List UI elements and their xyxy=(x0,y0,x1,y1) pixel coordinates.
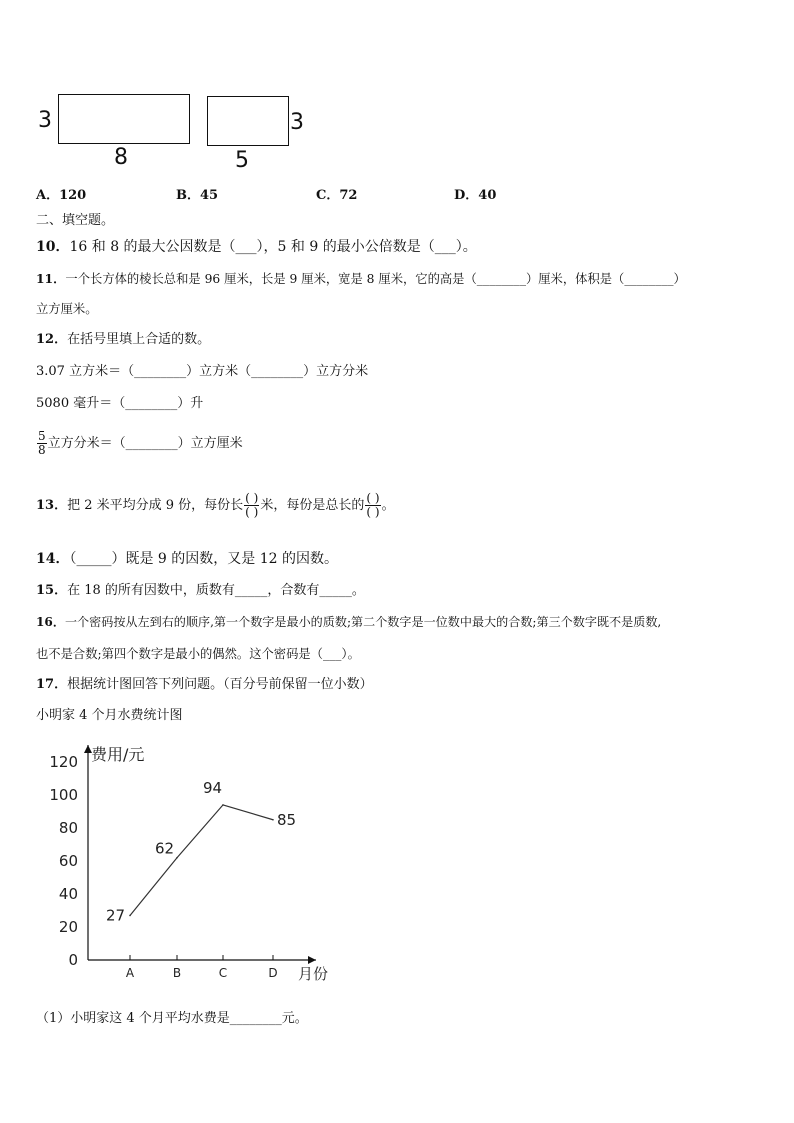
question-text: 一个长方体的棱长总和是 96 厘米，长是 9 厘米，宽是 8 厘米，它的高是（________）厘米，体积是（________） xyxy=(65,272,686,286)
fraction-numerator: 5 xyxy=(38,429,46,443)
q12-row-3-text: 立方分米＝（________）立方厘米 xyxy=(47,436,243,451)
fraction-numerator: ( ) xyxy=(366,491,380,505)
question-number: 10． xyxy=(36,239,70,255)
fraction-denominator: ( ) xyxy=(366,505,380,519)
rect-b-bottom-label: 5 xyxy=(235,148,249,173)
chart-caption: 小明家 4 个月水费统计图 xyxy=(36,708,183,723)
option-d: D．40 xyxy=(454,188,497,203)
data-point xyxy=(176,857,178,859)
question-text: 16 和 8 的最大公因数是（___），5 和 9 的最小公倍数是（___）。 xyxy=(69,239,477,255)
question-12 xyxy=(36,331,210,349)
data-label: 94 xyxy=(203,778,223,797)
rect-a-bottom-label: 8 xyxy=(114,145,128,170)
question-14 xyxy=(36,550,338,568)
fraction-blank xyxy=(365,492,380,519)
x-tick-label: A xyxy=(125,966,135,980)
data-point xyxy=(129,915,131,917)
data-point xyxy=(272,819,274,821)
y-axis-label: 费用/元 xyxy=(91,745,145,764)
q12-row-2: 5080 毫升＝（________）升 xyxy=(36,396,204,411)
q12-row-1: 3.07 立方米＝（________）立方米（________）立方分米 xyxy=(36,364,369,379)
question-13 xyxy=(36,492,395,519)
question-text: 一个密码按从左到右的顺序,第一个数字是最小的质数;第二个数字是一位数中最大的合数;第三个数字既不是质数, xyxy=(64,615,662,629)
water-fee-line-chart xyxy=(0,730,794,990)
data-point xyxy=(222,804,224,806)
y-tick-label: 0 xyxy=(68,951,78,969)
question-text: 根据统计图回答下列问题。（百分号前保留一位小数） xyxy=(67,677,373,692)
question-number: 16． xyxy=(36,615,65,629)
question-11 xyxy=(36,270,686,288)
rectangle-b xyxy=(207,96,289,146)
fraction xyxy=(37,430,47,457)
y-tick-label: 100 xyxy=(49,786,78,804)
question-number: 14． xyxy=(36,551,70,567)
series-line xyxy=(130,805,273,916)
question-title: 在括号里填上合适的数。 xyxy=(67,332,211,347)
option-a: A．120 xyxy=(36,188,87,203)
section-title: 二、填空题。 xyxy=(36,213,115,228)
y-tick-label: 60 xyxy=(58,852,78,870)
fraction-blank xyxy=(244,492,259,519)
x-tick-label: B xyxy=(172,966,182,980)
question-17 xyxy=(36,676,373,694)
rect-b-side-label: 3 xyxy=(290,110,304,135)
x-axis-arrow xyxy=(308,956,316,964)
q13-text-3: 。 xyxy=(381,498,395,513)
y-tick-label: 120 xyxy=(49,753,78,771)
rect-a-side-label: 3 xyxy=(38,108,52,133)
question-text: （_____）既是 9 的因数，又是 12 的因数。 xyxy=(69,551,339,567)
q13-text-1: 把 2 米平均分成 9 份，每份长 xyxy=(67,498,244,513)
fraction-numerator: ( ) xyxy=(245,491,259,505)
data-label: 62 xyxy=(155,839,175,858)
x-tick-label: D xyxy=(268,966,278,980)
question-16-line2: 也不是合数;第四个数字是最小的偶然。这个密码是（___）。 xyxy=(36,647,360,661)
question-15 xyxy=(36,582,365,600)
data-label: 85 xyxy=(277,810,297,829)
question-number: 15． xyxy=(36,583,68,598)
question-16 xyxy=(36,613,661,631)
x-axis-label: 月份 xyxy=(298,965,329,983)
fraction-denominator: ( ) xyxy=(245,505,259,519)
data-label: 27 xyxy=(106,906,126,925)
q13-text-2: 米，每份是总长的 xyxy=(260,498,365,513)
question-11-line2: 立方厘米。 xyxy=(36,302,98,316)
question-number: 12． xyxy=(36,332,68,347)
option-b: B．45 xyxy=(176,188,219,203)
fraction-denominator: 8 xyxy=(38,443,46,457)
y-tick-label: 40 xyxy=(58,885,78,903)
question-number: 11． xyxy=(36,271,66,286)
question-number: 17． xyxy=(36,677,68,692)
y-tick-label: 20 xyxy=(58,918,78,936)
question-text: 在 18 的所有因数中，质数有_____，合数有_____。 xyxy=(67,583,365,598)
rectangle-a xyxy=(58,94,190,144)
option-c: C．72 xyxy=(316,188,358,203)
q12-row-3 xyxy=(36,430,243,457)
question-number: 13． xyxy=(36,498,68,513)
q17-sub-question-1: （1）小明家这 4 个月平均水费是________元。 xyxy=(36,1011,308,1026)
question-10 xyxy=(36,238,477,256)
x-tick-label: C xyxy=(218,966,228,980)
y-tick-label: 80 xyxy=(58,819,78,837)
